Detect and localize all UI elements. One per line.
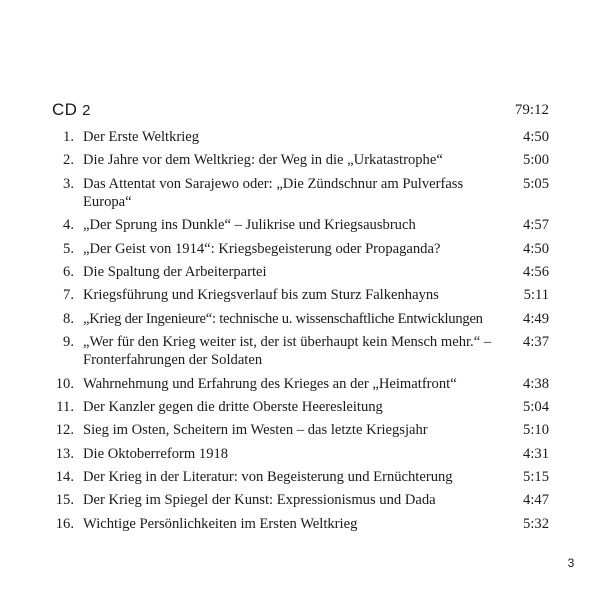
cd-number: 2 <box>82 102 91 119</box>
track-title: „Der Sprung ins Dunkle“ – Julikrise und Kriegsausbruch <box>83 217 416 234</box>
track-title: Wichtige Persönlichkeiten im Ersten Weltkrieg <box>83 515 358 532</box>
track-number: 5. <box>63 240 74 257</box>
track-title: Das Attentat von Sarajewo oder: „Die Zündschnur am Pulverfass Europa“ <box>83 175 464 210</box>
track-number: 4. <box>63 217 74 234</box>
track-item <box>44 216 549 234</box>
track-number: 6. <box>63 263 74 280</box>
track-item <box>44 128 549 146</box>
track-item <box>44 375 549 393</box>
track-title: „Wer für den Krieg weiter ist, der ist überhaupt kein Mensch mehr.“ – Fronterfahrungen der Soldaten <box>83 334 492 369</box>
track-duration: 5:05 <box>523 175 549 192</box>
track-item <box>44 263 549 281</box>
track-title: „Krieg der Ingenieure“: technische u. wissenschaftliche Entwicklungen <box>83 310 483 327</box>
track-number: 10. <box>55 375 74 392</box>
track-duration: 4:57 <box>523 217 549 234</box>
track-duration: 5:10 <box>523 422 549 439</box>
track-duration: 4:38 <box>523 375 549 392</box>
track-item <box>44 175 549 211</box>
track-duration: 5:15 <box>523 469 549 486</box>
track-duration: 4:50 <box>523 240 549 257</box>
track-item <box>44 333 549 369</box>
track-duration: 4:31 <box>523 445 549 462</box>
track-item <box>44 286 549 304</box>
track-duration: 5:32 <box>523 515 549 532</box>
track-duration: 4:47 <box>523 492 549 509</box>
track-title: Der Kanzler gegen die dritte Oberste Heeresleitung <box>83 398 383 415</box>
track-item <box>44 468 549 486</box>
track-number: 12. <box>55 422 74 439</box>
track-duration: 5:00 <box>523 152 549 169</box>
track-number: 11. <box>56 398 74 415</box>
track-number: 14. <box>55 469 74 486</box>
track-item <box>44 398 549 416</box>
page-number: 3 <box>567 556 575 570</box>
track-title: Der Erste Weltkrieg <box>83 129 200 145</box>
track-number: 3. <box>63 175 74 192</box>
track-number: 8. <box>63 310 74 327</box>
track-number: 16. <box>55 515 74 532</box>
track-item <box>44 445 549 463</box>
track-duration: 4:49 <box>523 310 549 327</box>
cd-title <box>52 100 91 120</box>
track-number: 13. <box>55 445 74 462</box>
track-duration: 4:50 <box>523 129 549 145</box>
track-duration: 4:37 <box>523 334 549 351</box>
cd-total-duration: 79:12 <box>514 102 549 118</box>
track-item <box>44 491 549 509</box>
track-title: „Der Geist von 1914“: Kriegsbegeisterung oder Propaganda? <box>83 240 441 257</box>
track-item <box>44 151 549 169</box>
track-number: 1. <box>63 129 74 145</box>
track-title: Der Krieg in der Literatur: von Begeisterung und Ernüchterung <box>83 469 453 486</box>
track-duration: 4:56 <box>523 263 549 280</box>
track-title: Die Spaltung der Arbeiterpartei <box>83 263 267 280</box>
track-duration: 5:11 <box>523 287 549 304</box>
track-title: Die Oktoberreform 1918 <box>83 445 229 462</box>
track-list <box>44 128 549 538</box>
track-title: Wahrnehmung und Erfahrung des Krieges an der „Heimatfront“ <box>83 375 457 392</box>
track-duration: 5:04 <box>523 398 549 415</box>
cd-label: CD <box>52 100 78 119</box>
cd-header <box>52 100 549 122</box>
track-item <box>44 515 549 533</box>
track-number: 9. <box>63 334 74 351</box>
track-item <box>44 421 549 439</box>
track-title: Die Jahre vor dem Weltkrieg: der Weg in die „Urkatastrophe“ <box>83 152 443 169</box>
track-title: Kriegsführung und Kriegsverlauf bis zum Sturz Falkenhayns <box>83 287 439 304</box>
track-number: 15. <box>55 492 74 509</box>
track-item <box>44 240 549 258</box>
track-number: 7. <box>63 287 74 304</box>
track-number: 2. <box>63 152 74 169</box>
track-title: Sieg im Osten, Scheitern im Westen – das letzte Kriegsjahr <box>83 422 428 439</box>
track-item <box>44 310 549 328</box>
track-title: Der Krieg im Spiegel der Kunst: Expressionismus und Dada <box>83 492 436 509</box>
